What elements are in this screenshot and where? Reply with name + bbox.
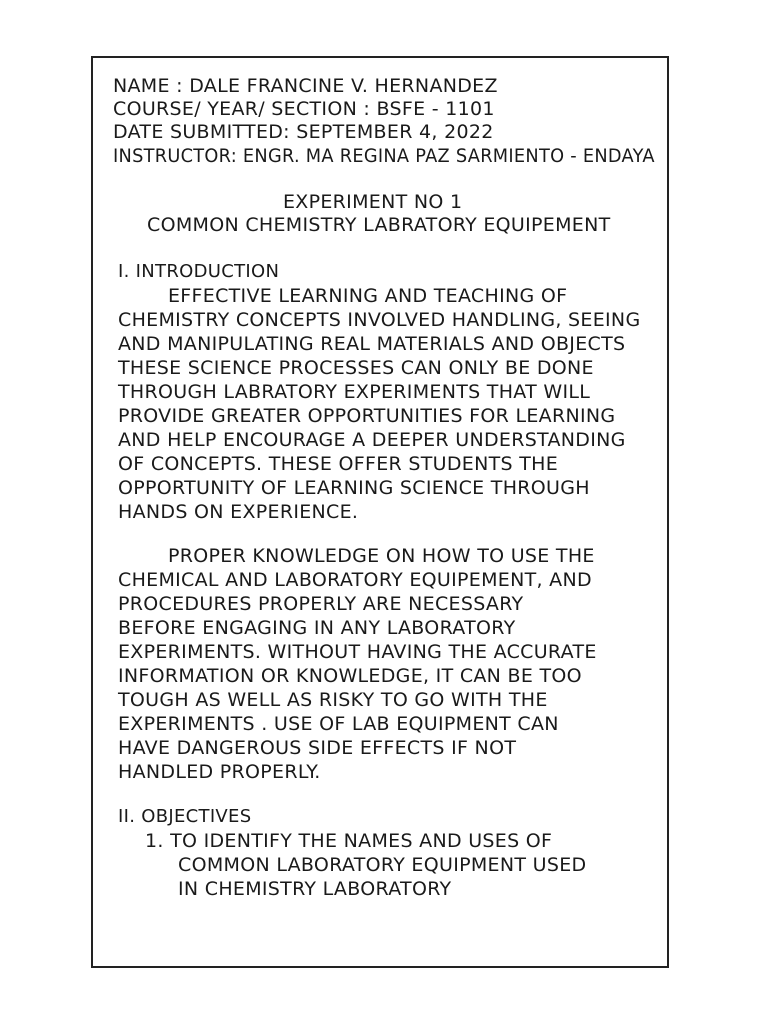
intro-p1-line-6: PROVIDE GREATER OPPORTUNITIES FOR LEARNING (118, 405, 616, 427)
intro-p2-line-10: HANDLED PROPERLY. (118, 761, 321, 783)
intro-p1-line-4: THESE SCIENCE PROCESSES CAN ONLY BE DONE (118, 357, 594, 379)
objectives-heading: II. OBJECTIVES (118, 806, 252, 827)
intro-p1-line-9: OPPORTUNITY OF LEARNING SCIENCE THROUGH (118, 477, 590, 499)
intro-p2-line-9: HAVE DANGEROUS SIDE EFFECTS IF NOT (118, 737, 517, 759)
objective-1-line-1: 1. TO IDENTIFY THE NAMES AND USES OF (145, 830, 553, 852)
objective-1-line-3: IN CHEMISTRY LABORATORY (178, 878, 452, 900)
instructor: INSTRUCTOR: ENGR. MA REGINA PAZ SARMIENTO - ENDAYA (113, 145, 655, 167)
intro-p2-line-5: EXPERIMENTS. WITHOUT HAVING THE ACCURATE (118, 641, 597, 663)
student-name: NAME : DALE FRANCINE V. HERNANDEZ (113, 75, 498, 97)
objective-1-line-2: COMMON LABORATORY EQUIPMENT USED (178, 854, 587, 876)
experiment-title: COMMON CHEMISTRY LABRATORY EQUIPEMENT (147, 214, 611, 236)
intro-p2-line-6: INFORMATION OR KNOWLEDGE, IT CAN BE TOO (118, 665, 582, 687)
intro-p2-line-4: BEFORE ENGAGING IN ANY LABORATORY (118, 617, 516, 639)
introduction-heading: I. INTRODUCTION (118, 261, 280, 282)
intro-p1-line-3: AND MANIPULATING REAL MATERIALS AND OBJECTS (118, 333, 626, 355)
intro-p2-line-1: PROPER KNOWLEDGE ON HOW TO USE THE (168, 545, 595, 567)
intro-p2-line-3: PROCEDURES PROPERLY ARE NECESSARY (118, 593, 524, 615)
date-submitted: DATE SUBMITTED: SEPTEMBER 4, 2022 (113, 121, 494, 143)
intro-p2-line-2: CHEMICAL AND LABORATORY EQUIPEMENT, AND (118, 569, 592, 591)
experiment-number: EXPERIMENT NO 1 (283, 191, 463, 213)
intro-p1-line-10: HANDS ON EXPERIENCE. (118, 501, 359, 523)
intro-p2-line-8: EXPERIMENTS . USE OF LAB EQUIPMENT CAN (118, 713, 559, 735)
intro-p1-line-1: EFFECTIVE LEARNING AND TEACHING OF (168, 285, 568, 307)
intro-p1-line-8: OF CONCEPTS. THESE OFFER STUDENTS THE (118, 453, 559, 475)
intro-p1-line-2: CHEMISTRY CONCEPTS INVOLVED HANDLING, SEEING (118, 309, 641, 331)
intro-p2-line-7: TOUGH AS WELL AS RISKY TO GO WITH THE (118, 689, 548, 711)
intro-p1-line-5: THROUGH LABRATORY EXPERIMENTS THAT WILL (118, 381, 591, 403)
intro-p1-line-7: AND HELP ENCOURAGE A DEEPER UNDERSTANDING (118, 429, 626, 451)
course-year-section: COURSE/ YEAR/ SECTION : BSFE - 1101 (113, 98, 495, 120)
